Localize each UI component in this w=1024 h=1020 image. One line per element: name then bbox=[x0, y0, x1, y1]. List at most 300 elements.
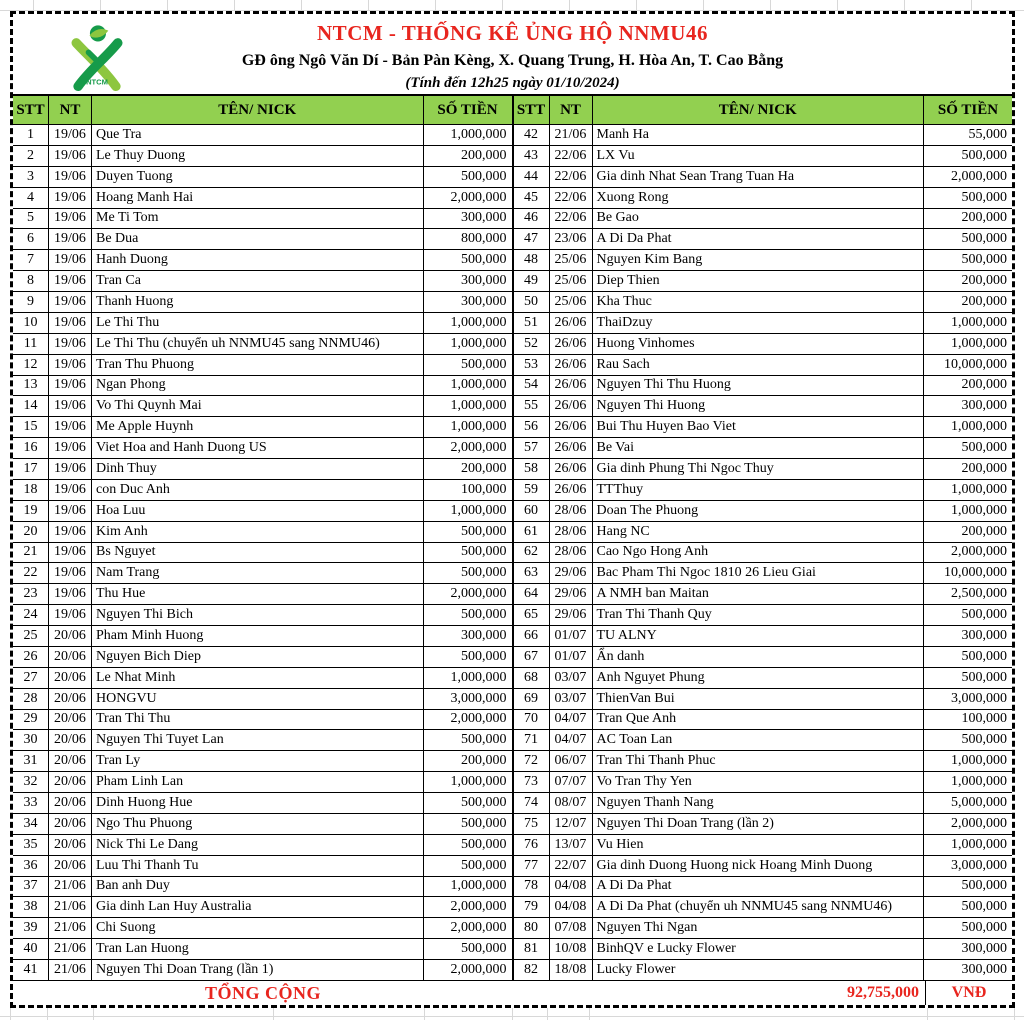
name-cell[interactable]: Le Nhat Minh bbox=[92, 668, 424, 689]
name-cell[interactable]: Dinh Thuy bbox=[92, 459, 424, 480]
amount-cell[interactable]: 200,000 bbox=[424, 146, 512, 167]
name-cell[interactable]: Nguyen Thi Doan Trang (lần 2) bbox=[593, 814, 925, 835]
name-cell[interactable]: TU ALNY bbox=[593, 626, 925, 647]
date-cell[interactable]: 21/06 bbox=[49, 960, 92, 981]
stt-cell[interactable]: 36 bbox=[13, 856, 49, 877]
date-cell[interactable]: 01/07 bbox=[550, 647, 593, 668]
date-cell[interactable]: 19/06 bbox=[49, 543, 92, 564]
amount-cell[interactable]: 1,000,000 bbox=[924, 417, 1012, 438]
amount-cell[interactable]: 1,000,000 bbox=[924, 501, 1012, 522]
stt-cell[interactable]: 35 bbox=[13, 835, 49, 856]
name-cell[interactable]: Le Thuy Duong bbox=[92, 146, 424, 167]
name-cell[interactable]: Viet Hoa and Hanh Duong US bbox=[92, 438, 424, 459]
date-cell[interactable]: 19/06 bbox=[49, 501, 92, 522]
name-cell[interactable]: Tran Thi Thu bbox=[92, 710, 424, 731]
name-cell[interactable]: Tran Que Anh bbox=[593, 710, 925, 731]
stt-cell[interactable]: 26 bbox=[13, 647, 49, 668]
name-cell[interactable]: Diep Thien bbox=[593, 271, 925, 292]
date-cell[interactable]: 26/06 bbox=[550, 480, 593, 501]
name-cell[interactable]: Thu Hue bbox=[92, 584, 424, 605]
date-cell[interactable]: 19/06 bbox=[49, 522, 92, 543]
name-cell[interactable]: Me Apple Huynh bbox=[92, 417, 424, 438]
name-cell[interactable]: Gia dinh Duong Huong nick Hoang Minh Duong bbox=[593, 856, 925, 877]
amount-cell[interactable]: 100,000 bbox=[424, 480, 512, 501]
date-cell[interactable]: 22/06 bbox=[550, 146, 593, 167]
date-cell[interactable]: 21/06 bbox=[49, 918, 92, 939]
date-cell[interactable]: 20/06 bbox=[49, 835, 92, 856]
amount-cell[interactable]: 500,000 bbox=[924, 605, 1012, 626]
name-cell[interactable]: Anh Nguyet Phung bbox=[593, 668, 925, 689]
date-cell[interactable]: 04/07 bbox=[550, 730, 593, 751]
amount-cell[interactable]: 2,000,000 bbox=[424, 960, 512, 981]
stt-cell[interactable]: 32 bbox=[13, 772, 49, 793]
amount-cell[interactable]: 10,000,000 bbox=[924, 355, 1012, 376]
name-cell[interactable]: Tran Ca bbox=[92, 271, 424, 292]
amount-cell[interactable]: 200,000 bbox=[424, 751, 512, 772]
amount-cell[interactable]: 3,000,000 bbox=[924, 856, 1012, 877]
stt-cell[interactable]: 59 bbox=[514, 480, 550, 501]
date-cell[interactable]: 20/06 bbox=[49, 814, 92, 835]
stt-cell[interactable]: 24 bbox=[13, 605, 49, 626]
date-cell[interactable]: 28/06 bbox=[550, 522, 593, 543]
stt-cell[interactable]: 8 bbox=[13, 271, 49, 292]
date-cell[interactable]: 10/08 bbox=[550, 939, 593, 960]
stt-cell[interactable]: 44 bbox=[514, 167, 550, 188]
amount-cell[interactable]: 1,000,000 bbox=[424, 772, 512, 793]
stt-cell[interactable]: 6 bbox=[13, 229, 49, 250]
name-cell[interactable]: Dinh Huong Hue bbox=[92, 793, 424, 814]
name-cell[interactable]: Kim Anh bbox=[92, 522, 424, 543]
stt-cell[interactable]: 30 bbox=[13, 730, 49, 751]
stt-cell[interactable]: 58 bbox=[514, 459, 550, 480]
stt-cell[interactable]: 50 bbox=[514, 292, 550, 313]
stt-cell[interactable]: 42 bbox=[514, 125, 550, 146]
amount-cell[interactable]: 1,000,000 bbox=[424, 501, 512, 522]
amount-cell[interactable]: 500,000 bbox=[924, 668, 1012, 689]
name-cell[interactable]: Le Thi Thu (chuyển uh NNMU45 sang NNMU46) bbox=[92, 334, 424, 355]
amount-cell[interactable]: 200,000 bbox=[424, 459, 512, 480]
date-cell[interactable]: 19/06 bbox=[49, 229, 92, 250]
amount-cell[interactable]: 3,000,000 bbox=[924, 689, 1012, 710]
date-cell[interactable]: 20/06 bbox=[49, 772, 92, 793]
name-cell[interactable]: Luu Thi Thanh Tu bbox=[92, 856, 424, 877]
date-cell[interactable]: 19/06 bbox=[49, 355, 92, 376]
amount-cell[interactable]: 1,000,000 bbox=[924, 313, 1012, 334]
stt-cell[interactable]: 13 bbox=[13, 376, 49, 397]
amount-cell[interactable]: 1,000,000 bbox=[424, 313, 512, 334]
date-cell[interactable]: 19/06 bbox=[49, 563, 92, 584]
name-cell[interactable]: Nguyen Kim Bang bbox=[593, 250, 925, 271]
stt-cell[interactable]: 63 bbox=[514, 563, 550, 584]
date-cell[interactable]: 22/06 bbox=[550, 209, 593, 230]
stt-cell[interactable]: 34 bbox=[13, 814, 49, 835]
stt-cell[interactable]: 55 bbox=[514, 396, 550, 417]
stt-cell[interactable]: 17 bbox=[13, 459, 49, 480]
name-cell[interactable]: Ngo Thu Phuong bbox=[92, 814, 424, 835]
date-cell[interactable]: 08/07 bbox=[550, 793, 593, 814]
header-stt-cell[interactable]: STT bbox=[13, 96, 49, 125]
date-cell[interactable]: 25/06 bbox=[550, 292, 593, 313]
amount-cell[interactable]: 500,000 bbox=[924, 897, 1012, 918]
date-cell[interactable]: 28/06 bbox=[550, 543, 593, 564]
name-cell[interactable]: LX Vu bbox=[593, 146, 925, 167]
date-cell[interactable]: 26/06 bbox=[550, 459, 593, 480]
amount-cell[interactable]: 2,000,000 bbox=[424, 918, 512, 939]
stt-cell[interactable]: 12 bbox=[13, 355, 49, 376]
amount-cell[interactable]: 1,000,000 bbox=[424, 376, 512, 397]
stt-cell[interactable]: 16 bbox=[13, 438, 49, 459]
amount-cell[interactable]: 100,000 bbox=[924, 710, 1012, 731]
stt-cell[interactable]: 51 bbox=[514, 313, 550, 334]
name-cell[interactable]: Hanh Duong bbox=[92, 250, 424, 271]
stt-cell[interactable]: 80 bbox=[514, 918, 550, 939]
name-cell[interactable]: Vo Thi Quynh Mai bbox=[92, 396, 424, 417]
name-cell[interactable]: Huong Vinhomes bbox=[593, 334, 925, 355]
amount-cell[interactable]: 500,000 bbox=[424, 167, 512, 188]
date-cell[interactable]: 29/06 bbox=[550, 563, 593, 584]
stt-cell[interactable]: 3 bbox=[13, 167, 49, 188]
name-cell[interactable]: Gia dinh Phung Thi Ngoc Thuy bbox=[593, 459, 925, 480]
amount-cell[interactable]: 1,000,000 bbox=[424, 334, 512, 355]
date-cell[interactable]: 28/06 bbox=[550, 501, 593, 522]
amount-cell[interactable]: 500,000 bbox=[424, 543, 512, 564]
stt-cell[interactable]: 31 bbox=[13, 751, 49, 772]
date-cell[interactable]: 07/08 bbox=[550, 918, 593, 939]
name-cell[interactable]: Cao Ngo Hong Anh bbox=[593, 543, 925, 564]
amount-cell[interactable]: 500,000 bbox=[424, 605, 512, 626]
stt-cell[interactable]: 15 bbox=[13, 417, 49, 438]
date-cell[interactable]: 19/06 bbox=[49, 125, 92, 146]
amount-cell[interactable]: 800,000 bbox=[424, 229, 512, 250]
name-cell[interactable]: Tran Thu Phuong bbox=[92, 355, 424, 376]
stt-cell[interactable]: 71 bbox=[514, 730, 550, 751]
name-cell[interactable]: Duyen Tuong bbox=[92, 167, 424, 188]
header-stt-cell[interactable]: STT bbox=[514, 96, 550, 125]
amount-cell[interactable]: 500,000 bbox=[424, 939, 512, 960]
stt-cell[interactable]: 40 bbox=[13, 939, 49, 960]
amount-cell[interactable]: 500,000 bbox=[924, 188, 1012, 209]
name-cell[interactable]: Thanh Huong bbox=[92, 292, 424, 313]
amount-cell[interactable]: 2,000,000 bbox=[924, 543, 1012, 564]
date-cell[interactable]: 03/07 bbox=[550, 689, 593, 710]
date-cell[interactable]: 26/06 bbox=[550, 396, 593, 417]
name-cell[interactable]: Tran Thi Thanh Quy bbox=[593, 605, 925, 626]
stt-cell[interactable]: 72 bbox=[514, 751, 550, 772]
date-cell[interactable]: 19/06 bbox=[49, 459, 92, 480]
date-cell[interactable]: 19/06 bbox=[49, 417, 92, 438]
date-cell[interactable]: 13/07 bbox=[550, 835, 593, 856]
stt-cell[interactable]: 48 bbox=[514, 250, 550, 271]
stt-cell[interactable]: 67 bbox=[514, 647, 550, 668]
date-cell[interactable]: 20/06 bbox=[49, 751, 92, 772]
amount-cell[interactable]: 500,000 bbox=[924, 438, 1012, 459]
stt-cell[interactable]: 37 bbox=[13, 877, 49, 898]
name-cell[interactable]: Tran Ly bbox=[92, 751, 424, 772]
name-cell[interactable]: Bui Thu Huyen Bao Viet bbox=[593, 417, 925, 438]
date-cell[interactable]: 06/07 bbox=[550, 751, 593, 772]
amount-cell[interactable]: 500,000 bbox=[424, 522, 512, 543]
amount-cell[interactable]: 200,000 bbox=[924, 271, 1012, 292]
header-amount-cell[interactable]: SỐ TIỀN bbox=[424, 96, 512, 125]
stt-cell[interactable]: 4 bbox=[13, 188, 49, 209]
amount-cell[interactable]: 200,000 bbox=[924, 459, 1012, 480]
stt-cell[interactable]: 81 bbox=[514, 939, 550, 960]
date-cell[interactable]: 19/06 bbox=[49, 313, 92, 334]
stt-cell[interactable]: 60 bbox=[514, 501, 550, 522]
amount-cell[interactable]: 500,000 bbox=[424, 647, 512, 668]
amount-cell[interactable]: 1,000,000 bbox=[424, 417, 512, 438]
stt-cell[interactable]: 11 bbox=[13, 334, 49, 355]
name-cell[interactable]: Nam Trang bbox=[92, 563, 424, 584]
date-cell[interactable]: 26/06 bbox=[550, 417, 593, 438]
date-cell[interactable]: 19/06 bbox=[49, 584, 92, 605]
amount-cell[interactable]: 2,500,000 bbox=[924, 584, 1012, 605]
name-cell[interactable]: con Duc Anh bbox=[92, 480, 424, 501]
name-cell[interactable]: Vo Tran Thy Yen bbox=[593, 772, 925, 793]
stt-cell[interactable]: 68 bbox=[514, 668, 550, 689]
stt-cell[interactable]: 69 bbox=[514, 689, 550, 710]
name-cell[interactable]: A NMH ban Maitan bbox=[593, 584, 925, 605]
stt-cell[interactable]: 18 bbox=[13, 480, 49, 501]
date-cell[interactable]: 22/07 bbox=[550, 856, 593, 877]
date-cell[interactable]: 23/06 bbox=[550, 229, 593, 250]
name-cell[interactable]: Gia dinh Lan Huy Australia bbox=[92, 897, 424, 918]
date-cell[interactable]: 19/06 bbox=[49, 146, 92, 167]
date-cell[interactable]: 26/06 bbox=[550, 376, 593, 397]
name-cell[interactable]: Pham Minh Huong bbox=[92, 626, 424, 647]
name-cell[interactable]: Hoa Luu bbox=[92, 501, 424, 522]
amount-cell[interactable]: 1,000,000 bbox=[424, 668, 512, 689]
stt-cell[interactable]: 1 bbox=[13, 125, 49, 146]
stt-cell[interactable]: 78 bbox=[514, 877, 550, 898]
amount-cell[interactable]: 200,000 bbox=[924, 209, 1012, 230]
stt-cell[interactable]: 5 bbox=[13, 209, 49, 230]
date-cell[interactable]: 19/06 bbox=[49, 396, 92, 417]
name-cell[interactable]: Kha Thuc bbox=[593, 292, 925, 313]
stt-cell[interactable]: 66 bbox=[514, 626, 550, 647]
date-cell[interactable]: 19/06 bbox=[49, 480, 92, 501]
name-cell[interactable]: Nick Thi Le Dang bbox=[92, 835, 424, 856]
stt-cell[interactable]: 27 bbox=[13, 668, 49, 689]
amount-cell[interactable]: 2,000,000 bbox=[924, 167, 1012, 188]
stt-cell[interactable]: 77 bbox=[514, 856, 550, 877]
stt-cell[interactable]: 46 bbox=[514, 209, 550, 230]
amount-cell[interactable]: 300,000 bbox=[924, 396, 1012, 417]
amount-cell[interactable]: 500,000 bbox=[424, 563, 512, 584]
stt-cell[interactable]: 74 bbox=[514, 793, 550, 814]
stt-cell[interactable]: 22 bbox=[13, 563, 49, 584]
amount-cell[interactable]: 300,000 bbox=[924, 939, 1012, 960]
date-cell[interactable]: 22/06 bbox=[550, 188, 593, 209]
date-cell[interactable]: 20/06 bbox=[49, 856, 92, 877]
amount-cell[interactable]: 500,000 bbox=[924, 146, 1012, 167]
amount-cell[interactable]: 2,000,000 bbox=[424, 188, 512, 209]
header-name-cell[interactable]: TÊN/ NICK bbox=[593, 96, 925, 125]
date-cell[interactable]: 29/06 bbox=[550, 605, 593, 626]
amount-cell[interactable]: 10,000,000 bbox=[924, 563, 1012, 584]
amount-cell[interactable]: 500,000 bbox=[424, 793, 512, 814]
name-cell[interactable]: Doan The Phuong bbox=[593, 501, 925, 522]
date-cell[interactable]: 21/06 bbox=[49, 939, 92, 960]
name-cell[interactable]: Be Vai bbox=[593, 438, 925, 459]
date-cell[interactable]: 12/07 bbox=[550, 814, 593, 835]
stt-cell[interactable]: 76 bbox=[514, 835, 550, 856]
stt-cell[interactable]: 43 bbox=[514, 146, 550, 167]
stt-cell[interactable]: 57 bbox=[514, 438, 550, 459]
amount-cell[interactable]: 55,000 bbox=[924, 125, 1012, 146]
stt-cell[interactable]: 29 bbox=[13, 710, 49, 731]
amount-cell[interactable]: 1,000,000 bbox=[424, 125, 512, 146]
stt-cell[interactable]: 56 bbox=[514, 417, 550, 438]
name-cell[interactable]: Rau Sach bbox=[593, 355, 925, 376]
date-cell[interactable]: 04/08 bbox=[550, 897, 593, 918]
date-cell[interactable]: 26/06 bbox=[550, 438, 593, 459]
name-cell[interactable]: Nguyen Bich Diep bbox=[92, 647, 424, 668]
name-cell[interactable]: Manh Ha bbox=[593, 125, 925, 146]
amount-cell[interactable]: 200,000 bbox=[924, 292, 1012, 313]
name-cell[interactable]: Nguyen Thi Ngan bbox=[593, 918, 925, 939]
name-cell[interactable]: Vu Hien bbox=[593, 835, 925, 856]
name-cell[interactable]: Nguyen Thi Doan Trang (lần 1) bbox=[92, 960, 424, 981]
stt-cell[interactable]: 54 bbox=[514, 376, 550, 397]
stt-cell[interactable]: 9 bbox=[13, 292, 49, 313]
name-cell[interactable]: Bac Pham Thi Ngoc 1810 26 Lieu Giai bbox=[593, 563, 925, 584]
date-cell[interactable]: 04/08 bbox=[550, 877, 593, 898]
header-amount-cell[interactable]: SỐ TIỀN bbox=[924, 96, 1012, 125]
date-cell[interactable]: 19/06 bbox=[49, 438, 92, 459]
date-cell[interactable]: 29/06 bbox=[550, 584, 593, 605]
name-cell[interactable]: HONGVU bbox=[92, 689, 424, 710]
stt-cell[interactable]: 20 bbox=[13, 522, 49, 543]
amount-cell[interactable]: 2,000,000 bbox=[424, 438, 512, 459]
header-date-cell[interactable]: NT bbox=[550, 96, 593, 125]
name-cell[interactable]: Ban anh Duy bbox=[92, 877, 424, 898]
stt-cell[interactable]: 25 bbox=[13, 626, 49, 647]
name-cell[interactable]: Ngan Phong bbox=[92, 376, 424, 397]
stt-cell[interactable]: 64 bbox=[514, 584, 550, 605]
date-cell[interactable]: 19/06 bbox=[49, 334, 92, 355]
amount-cell[interactable]: 300,000 bbox=[424, 626, 512, 647]
amount-cell[interactable]: 5,000,000 bbox=[924, 793, 1012, 814]
name-cell[interactable]: A Di Da Phat bbox=[593, 229, 925, 250]
date-cell[interactable]: 19/06 bbox=[49, 376, 92, 397]
amount-cell[interactable]: 500,000 bbox=[424, 250, 512, 271]
date-cell[interactable]: 25/06 bbox=[550, 250, 593, 271]
stt-cell[interactable]: 39 bbox=[13, 918, 49, 939]
date-cell[interactable]: 19/06 bbox=[49, 209, 92, 230]
date-cell[interactable]: 26/06 bbox=[550, 355, 593, 376]
date-cell[interactable]: 21/06 bbox=[49, 877, 92, 898]
date-cell[interactable]: 21/06 bbox=[49, 897, 92, 918]
amount-cell[interactable]: 500,000 bbox=[924, 918, 1012, 939]
name-cell[interactable]: Nguyen Thi Thu Huong bbox=[593, 376, 925, 397]
name-cell[interactable]: Bs Nguyet bbox=[92, 543, 424, 564]
stt-cell[interactable]: 21 bbox=[13, 543, 49, 564]
date-cell[interactable]: 19/06 bbox=[49, 271, 92, 292]
date-cell[interactable]: 20/06 bbox=[49, 710, 92, 731]
name-cell[interactable]: Le Thi Thu bbox=[92, 313, 424, 334]
name-cell[interactable]: Gia dinh Nhat Sean Trang Tuan Ha bbox=[593, 167, 925, 188]
name-cell[interactable]: Que Tra bbox=[92, 125, 424, 146]
amount-cell[interactable]: 300,000 bbox=[424, 209, 512, 230]
stt-cell[interactable]: 75 bbox=[514, 814, 550, 835]
date-cell[interactable]: 20/06 bbox=[49, 689, 92, 710]
amount-cell[interactable]: 500,000 bbox=[924, 250, 1012, 271]
amount-cell[interactable]: 500,000 bbox=[424, 856, 512, 877]
name-cell[interactable]: Be Dua bbox=[92, 229, 424, 250]
stt-cell[interactable]: 38 bbox=[13, 897, 49, 918]
amount-cell[interactable]: 1,000,000 bbox=[924, 480, 1012, 501]
date-cell[interactable]: 20/06 bbox=[49, 730, 92, 751]
date-cell[interactable]: 19/06 bbox=[49, 250, 92, 271]
stt-cell[interactable]: 2 bbox=[13, 146, 49, 167]
amount-cell[interactable]: 1,000,000 bbox=[424, 396, 512, 417]
stt-cell[interactable]: 53 bbox=[514, 355, 550, 376]
date-cell[interactable]: 20/06 bbox=[49, 647, 92, 668]
amount-cell[interactable]: 1,000,000 bbox=[424, 877, 512, 898]
name-cell[interactable]: Xuong Rong bbox=[593, 188, 925, 209]
date-cell[interactable]: 18/08 bbox=[550, 960, 593, 981]
name-cell[interactable]: Hang NC bbox=[593, 522, 925, 543]
stt-cell[interactable]: 65 bbox=[514, 605, 550, 626]
amount-cell[interactable]: 1,000,000 bbox=[924, 751, 1012, 772]
stt-cell[interactable]: 19 bbox=[13, 501, 49, 522]
amount-cell[interactable]: 500,000 bbox=[924, 730, 1012, 751]
stt-cell[interactable]: 10 bbox=[13, 313, 49, 334]
name-cell[interactable]: A Di Da Phat (chuyển uh NNMU45 sang NNMU46) bbox=[593, 897, 925, 918]
date-cell[interactable]: 26/06 bbox=[550, 313, 593, 334]
name-cell[interactable]: Nguyen Thi Bich bbox=[92, 605, 424, 626]
name-cell[interactable]: Nguyen Thi Huong bbox=[593, 396, 925, 417]
amount-cell[interactable]: 500,000 bbox=[424, 814, 512, 835]
name-cell[interactable]: Pham Linh Lan bbox=[92, 772, 424, 793]
date-cell[interactable]: 19/06 bbox=[49, 167, 92, 188]
name-cell[interactable]: Me Ti Tom bbox=[92, 209, 424, 230]
amount-cell[interactable]: 200,000 bbox=[924, 376, 1012, 397]
date-cell[interactable]: 26/06 bbox=[550, 334, 593, 355]
stt-cell[interactable]: 79 bbox=[514, 897, 550, 918]
name-cell[interactable]: BinhQV e Lucky Flower bbox=[593, 939, 925, 960]
date-cell[interactable]: 25/06 bbox=[550, 271, 593, 292]
amount-cell[interactable]: 1,000,000 bbox=[924, 334, 1012, 355]
stt-cell[interactable]: 33 bbox=[13, 793, 49, 814]
amount-cell[interactable]: 1,000,000 bbox=[924, 835, 1012, 856]
amount-cell[interactable]: 500,000 bbox=[924, 647, 1012, 668]
name-cell[interactable]: Lucky Flower bbox=[593, 960, 925, 981]
stt-cell[interactable]: 61 bbox=[514, 522, 550, 543]
date-cell[interactable]: 19/06 bbox=[49, 292, 92, 313]
stt-cell[interactable]: 73 bbox=[514, 772, 550, 793]
stt-cell[interactable]: 14 bbox=[13, 396, 49, 417]
amount-cell[interactable]: 2,000,000 bbox=[924, 814, 1012, 835]
name-cell[interactable]: Chi Suong bbox=[92, 918, 424, 939]
amount-cell[interactable]: 2,000,000 bbox=[424, 897, 512, 918]
amount-cell[interactable]: 300,000 bbox=[924, 960, 1012, 981]
date-cell[interactable]: 19/06 bbox=[49, 605, 92, 626]
amount-cell[interactable]: 500,000 bbox=[924, 877, 1012, 898]
amount-cell[interactable]: 500,000 bbox=[424, 835, 512, 856]
name-cell[interactable]: Ẩn danh bbox=[593, 647, 925, 668]
date-cell[interactable]: 22/06 bbox=[550, 167, 593, 188]
date-cell[interactable]: 20/06 bbox=[49, 668, 92, 689]
name-cell[interactable]: Hoang Manh Hai bbox=[92, 188, 424, 209]
amount-cell[interactable]: 500,000 bbox=[424, 355, 512, 376]
date-cell[interactable]: 03/07 bbox=[550, 668, 593, 689]
name-cell[interactable]: Nguyen Thi Tuyet Lan bbox=[92, 730, 424, 751]
stt-cell[interactable]: 47 bbox=[514, 229, 550, 250]
stt-cell[interactable]: 70 bbox=[514, 710, 550, 731]
name-cell[interactable]: A Di Da Phat bbox=[593, 877, 925, 898]
